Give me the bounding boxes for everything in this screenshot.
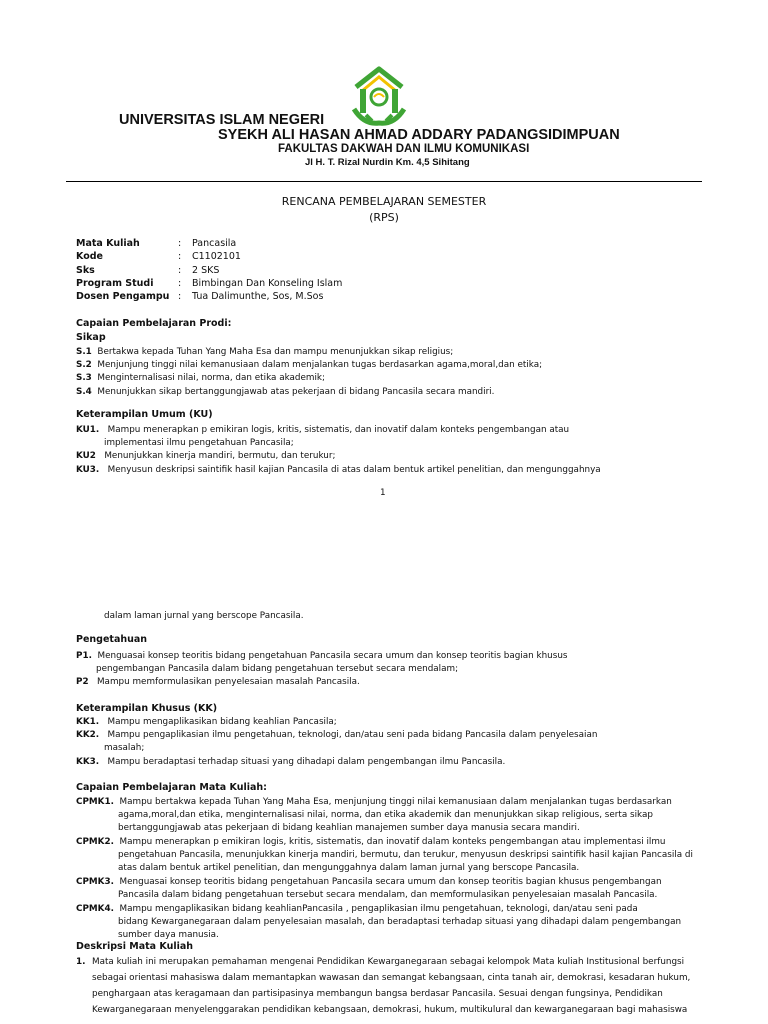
meta-value: Pancasila	[192, 238, 237, 249]
address: Jl H. T. Rizal Nurdin Km. 4,5 Sihitang	[305, 157, 470, 168]
meta-value: Tua Dalimunthe, Sos, M.Sos	[192, 291, 324, 302]
sikap-item	[76, 346, 453, 359]
ku-item-cont: implementasi ilmu pengetahuan Pancasila;	[104, 438, 294, 448]
meta-row-mata-kuliah	[76, 238, 236, 249]
cpmk-line: pengetahuan Pancasila, menunjukkan kinerja mandiri, bermutu, dan terukur, menyusun deskripsi saintifik hasil kajian Pancasila di	[118, 850, 693, 860]
item-code: S.3	[76, 373, 92, 383]
item-code: S.1	[76, 347, 92, 357]
header-divider	[66, 181, 702, 182]
meta-sep: :	[178, 238, 182, 249]
pengetahuan-item	[76, 676, 360, 689]
item-code: S.4	[76, 387, 92, 397]
meta-key: Kode	[76, 251, 103, 262]
item-text: Mampu beradaptasi terhadap situasi yang dihadapi dalam pengembangan ilmu Pancasila.	[107, 757, 506, 767]
pengetahuan-item-cont: pengembangan Pancasila dalam bidang pengetahuan tersebut secara mendalam;	[96, 664, 459, 674]
faculty-name: FAKULTAS DAKWAH DAN ILMU KOMUNIKASI	[278, 143, 530, 155]
ku-item	[76, 464, 601, 477]
cp-prodi-heading: Capaian Pembelajaran Prodi:	[76, 318, 232, 329]
pengetahuan-heading: Pengetahuan	[76, 634, 148, 645]
item-text: Mampu menerapkan p emikiran logis, kritis, sistematis, dan inovatif dalam konteks pengembangan atau implementasi ilmu	[119, 837, 666, 847]
deskripsi-line: sebagai orientasi mahasiswa dalam memantapkan wawasan dan semangat kebangsaan, cinta tanah air, demokrasi, kesadaran hukum,	[92, 973, 691, 983]
item-code: KK3.	[76, 757, 100, 767]
cpmk-heading: Capaian Pembelajaran Mata Kuliah:	[76, 782, 267, 793]
item-code: S.2	[76, 360, 92, 370]
item-text: Menguasai konsep teoritis bidang pengetahuan Pancasila secara umum dan konsep teoritis bagian khusus	[97, 651, 568, 661]
meta-key: Dosen Pengampu	[76, 291, 170, 302]
item-code: CPMK2.	[76, 837, 114, 847]
meta-value: Bimbingan Dan Konseling Islam	[192, 278, 343, 289]
ku-heading: Keterampilan Umum (KU)	[76, 409, 213, 420]
item-code: CPMK3.	[76, 877, 114, 887]
sikap-item	[76, 386, 494, 399]
cpmk-item-2	[76, 836, 666, 849]
cpmk-item-4	[76, 903, 638, 916]
cpmk-line: bertanggungjawab atas pekerjaan di bidang keahlian manajemen sumber daya manusia secara mandiri.	[118, 823, 580, 833]
deskripsi-heading: Deskripsi Mata Kuliah	[76, 941, 194, 952]
cpmk-line: bidang Kewarganegaraan dalam penyelesaian masalah, dan beradaptasi terhadap situasi yang dihadapi dalam pengembangan	[118, 917, 682, 927]
cpmk-line: Pancasila dalam bidang pengetahuan tersebut secara mendalam, dan memformulasikan penyelesaian masalah Pancasila.	[118, 890, 658, 900]
item-code: KU1.	[76, 425, 100, 435]
meta-key: Sks	[76, 265, 95, 276]
sikap-item	[76, 359, 542, 372]
item-code: CPMK4.	[76, 904, 114, 914]
item-text: Mampu bertakwa kepada Tuhan Yang Maha Esa, menjunjung tinggi nilai kemanusiaan dalam menjalankan tugas berdasarkan	[119, 797, 672, 807]
meta-row-sks	[76, 265, 219, 276]
meta-key: Mata Kuliah	[76, 238, 140, 249]
cpmk-item-3	[76, 876, 662, 889]
item-text: Menginternalisasi nilai, norma, dan etika akademik;	[97, 373, 325, 383]
sikap-heading: Sikap	[76, 332, 106, 343]
meta-key: Program Studi	[76, 278, 154, 289]
kk-item-cont: masalah;	[104, 743, 145, 753]
item-text: Menunjukkan kinerja mandiri, bermutu, dan terukur;	[104, 451, 336, 461]
ku-item	[76, 424, 569, 437]
meta-row-dosen	[76, 291, 323, 302]
item-text: Mampu memformulasikan penyelesaian masalah Pancasila.	[96, 677, 360, 687]
kk-item	[76, 729, 597, 742]
page-number: 1	[380, 488, 386, 498]
meta-sep: :	[178, 291, 182, 302]
item-code: CPMK1.	[76, 797, 114, 807]
item-code: KK1.	[76, 717, 100, 727]
item-code: KK2.	[76, 730, 100, 740]
sikap-item	[76, 372, 325, 385]
deskripsi-line: Mata kuliah ini merupakan pemahaman mengenai Pendidikan Kewarganegaraan sebagai kelompok Mata kuliah Institusional berfungsi	[92, 957, 685, 967]
cpmk-line: sumber daya manusia.	[118, 930, 219, 940]
item-text: Bertakwa kepada Tuhan Yang Maha Esa dan mampu menunjukkan sikap religius;	[97, 347, 454, 357]
meta-row-program-studi	[76, 278, 342, 289]
item-text: Menunjukkan sikap bertanggungjawab atas pekerjaan di bidang Pancasila secara mandiri.	[97, 387, 495, 397]
meta-value: 2 SKS	[192, 265, 220, 276]
cpmk-line: atas dalam bentuk artikel penelitian, dan mengunggahnya dalam laman jurnal yang berscope Pancasila.	[118, 863, 580, 873]
item-code: KU3.	[76, 465, 100, 475]
document-subtitle: (RPS)	[369, 211, 399, 224]
deskripsi-number: 1.	[76, 957, 86, 967]
item-text: Menjunjung tinggi nilai kemanusiaan dalam menjalankan tugas berdasarkan agama,moral,dan etika;	[97, 360, 543, 370]
item-text: Menguasai konsep teoritis bidang pengetahuan Pancasila secara umum dan konsep teoritis bagian khusus pengembangan	[119, 877, 662, 887]
cpmk-line: agama,moral,dan etika, menginternalisasi nilai, norma, dan etika akademik dan menunjukkan sikap religious, serta sikap	[118, 810, 653, 820]
item-code: P2	[76, 677, 89, 687]
item-code: KU2	[76, 451, 96, 461]
item-text: Mampu pengaplikasian ilmu pengetahuan, teknologi, dan∕atau seni pada bidang Pancasila dalam penyelesaian	[107, 730, 598, 740]
kk-item	[76, 756, 505, 769]
document-title: RENCANA PEMBELAJARAN SEMESTER	[281, 195, 487, 208]
meta-sep: :	[178, 278, 182, 289]
meta-sep: :	[178, 251, 182, 262]
kk-heading: Keterampilan Khusus (KK)	[76, 703, 218, 714]
ku-item-cont: dalam laman jurnal yang berscope Pancasila.	[104, 611, 304, 621]
kk-item	[76, 716, 337, 729]
item-text: Menyusun deskripsi saintifik hasil kajian Pancasila di atas dalam bentuk artikel penelitian, dan mengunggahnya	[107, 465, 601, 475]
meta-value: C1102101	[192, 251, 241, 262]
university-name-line2: SYEKH ALI HASAN AHMAD ADDARY PADANGSIDIMPUAN	[218, 127, 620, 143]
pengetahuan-item	[76, 650, 568, 663]
deskripsi-line: Kewarganegaraan menyelenggarakan pendidikan kebangsaan, demokrasi, hukum, multikulural dan kewarganegaraan bagi mahasiswa	[92, 1005, 688, 1015]
meta-row-kode	[76, 251, 241, 262]
item-text: Mampu mengaplikasikan bidang keahlianPancasila , pengaplikasian ilmu pengetahuan, teknologi, dan∕atau seni pada	[119, 904, 638, 914]
deskripsi-line: penghargaan atas keragamaan dan partisipasinya membangun bangsa berdasar Pancasila. Sesuai dengan fungsinya, Pendidikan	[92, 989, 663, 999]
item-text: Mampu mengaplikasikan bidang keahlian Pancasila;	[107, 717, 337, 727]
university-name-line1: UNIVERSITAS ISLAM NEGERI	[119, 112, 325, 128]
cpmk-item-1	[76, 796, 672, 809]
item-text: Mampu menerapkan p emikiran logis, kritis, sistematis, dan inovatif dalam konteks pengembangan atau	[107, 425, 570, 435]
ku-item	[76, 450, 335, 463]
university-logo-icon	[350, 65, 408, 127]
item-code: P1.	[76, 651, 92, 661]
meta-sep: :	[178, 265, 182, 276]
